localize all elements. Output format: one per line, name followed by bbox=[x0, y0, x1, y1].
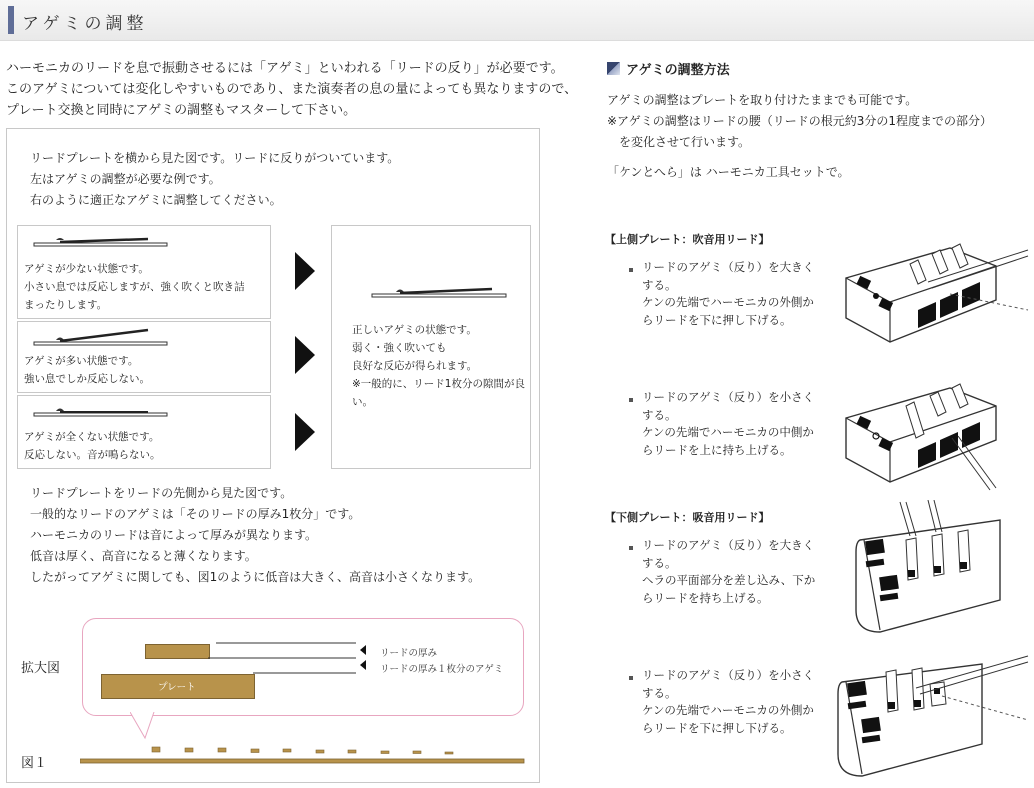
bullet bbox=[629, 676, 633, 680]
right-line: ※アゲミの調整はリードの腰（リードの根元約3分の1程度までの部分） bbox=[607, 114, 992, 128]
intro-line: このアゲミについては変化しやすいものであり、また演奏者の息の量によっても異なりますので、 bbox=[6, 82, 578, 97]
caption-line: 低音は厚く、高音になると薄くなります。 bbox=[30, 549, 257, 563]
intro-line: ハーモニカのリードを息で振動させるには「アゲミ」といわれる「リードの反り」が必要です。 bbox=[6, 61, 564, 76]
item-line: する。 bbox=[642, 555, 677, 570]
zoom-label: 拡大図 bbox=[21, 661, 61, 676]
right-intro bbox=[607, 90, 992, 153]
arrow-right-icon bbox=[295, 413, 315, 451]
caption-line: リードプレートを横から見た図です。リードに反りがついています。 bbox=[30, 151, 400, 165]
upper-item-2 bbox=[642, 389, 814, 459]
reed-side-illustration bbox=[18, 322, 270, 352]
item-line: する。 bbox=[642, 277, 677, 292]
item-line: する。 bbox=[642, 407, 677, 422]
lower-item-2 bbox=[642, 667, 814, 737]
bullet bbox=[629, 268, 633, 272]
thickness-label: リードの厚み bbox=[380, 648, 438, 659]
correct-line: ※一般的に、リード1枚分の隙間が良 bbox=[352, 378, 525, 390]
page-title: アゲミの調整 bbox=[22, 14, 148, 34]
caption-line: 一般的なリードのアゲミは「そのリードの厚み1枚分」です。 bbox=[30, 507, 361, 521]
item-line: らリードを下に押し下げる。 bbox=[642, 720, 792, 735]
bullet bbox=[629, 546, 633, 550]
bullet bbox=[629, 398, 633, 402]
front-view-caption bbox=[30, 483, 480, 588]
item-line: ケンの先端でハーモニカの中側か bbox=[642, 425, 814, 439]
gap-label: リードの厚み１枚分のアゲミ bbox=[380, 664, 504, 675]
harmonica-lower-lift-illustration bbox=[850, 500, 1030, 640]
item-line: リードのアゲミ（反り）を小さく bbox=[642, 668, 815, 682]
harmonica-lower-push-down-illustration bbox=[832, 648, 1032, 788]
caption-line: ハーモニカのリードは音によって厚みが異なります。 bbox=[30, 528, 318, 542]
intro-text bbox=[6, 58, 586, 121]
right-line: アゲミの調整はプレートを取り付けたままでも可能です。 bbox=[607, 93, 918, 107]
reed-plate-front-view bbox=[80, 740, 530, 770]
right-heading: アゲミの調整方法 bbox=[626, 63, 730, 78]
section-square-icon bbox=[607, 62, 620, 75]
harmonica-upper-push-down-illustration bbox=[840, 238, 1030, 348]
reed-side-illustration bbox=[18, 396, 270, 426]
tool-note: 「ケンとへら」は ハーモニカ工具セットで。 bbox=[607, 165, 850, 179]
caption-line: したがってアゲミに関しても、図1のように低音は大きく、高音は小さくなります。 bbox=[30, 570, 481, 584]
item-line: ケンの先端でハーモニカの外側か bbox=[642, 295, 814, 309]
correct-line: 弱く・強く吹いても bbox=[352, 342, 447, 354]
side-view-caption bbox=[30, 148, 399, 211]
caption-line: リードプレートをリードの先側から見た図です。 bbox=[30, 486, 293, 500]
lower-plate-title: 【下側プレート：吸音用リード】 bbox=[605, 511, 770, 524]
item-line: らリードを下に押し下げる。 bbox=[642, 312, 792, 327]
case-line: 反応しない。音が鳴らない。 bbox=[24, 449, 161, 461]
caption-line: 左はアゲミの調整が必要な例です。 bbox=[30, 172, 221, 186]
arrow-right-icon bbox=[295, 252, 315, 290]
item-line: ヘラの平面部分を差し込み、下か bbox=[642, 573, 816, 587]
dimension-lines bbox=[208, 640, 368, 680]
item-line: らリードを上に持ち上げる。 bbox=[642, 442, 792, 457]
case-line: 強い息でしか反応しない。 bbox=[24, 373, 150, 385]
case-line: アゲミが全くない状態です。 bbox=[24, 431, 160, 443]
case-line: 小さい息では反応しますが、強く吹くと吹き詰 bbox=[24, 281, 245, 293]
harmonica-upper-lift-up-illustration bbox=[840, 378, 1030, 493]
item-line: リードのアゲミ（反り）を大きく bbox=[642, 538, 815, 552]
plate-label: プレート bbox=[158, 682, 196, 693]
item-line: リードのアゲミ（反り）を小さく bbox=[642, 390, 815, 404]
case-box-high-agemi bbox=[17, 321, 271, 393]
right-line: を変化させて行います。 bbox=[607, 135, 751, 149]
caption-line: 右のように適正なアゲミに調整してください。 bbox=[30, 193, 282, 207]
callout-pointer bbox=[130, 712, 160, 742]
item-line: らリードを持ち上げる。 bbox=[642, 590, 769, 605]
upper-item-1 bbox=[642, 259, 814, 329]
item-line: する。 bbox=[642, 685, 677, 700]
correct-line: 良好な反応が得られます。 bbox=[352, 360, 478, 372]
case-line: まったりします。 bbox=[24, 299, 108, 311]
item-line: ケンの先端でハーモニカの外側か bbox=[642, 703, 814, 717]
reed-bar bbox=[145, 644, 210, 659]
case-box-low-agemi bbox=[17, 225, 271, 319]
lower-item-1 bbox=[642, 537, 815, 607]
arrow-right-icon bbox=[295, 336, 315, 374]
correct-line: い。 bbox=[352, 396, 373, 408]
upper-plate-title: 【上側プレート：吹音用リード】 bbox=[605, 233, 770, 246]
intro-line: プレート交換と同時にアゲミの調整もマスターして下さい。 bbox=[6, 103, 357, 118]
case-box-no-agemi bbox=[17, 395, 271, 469]
case-line: アゲミが少ない状態です。 bbox=[24, 263, 149, 275]
correct-agemi-box bbox=[331, 225, 531, 469]
figure-label: 図１ bbox=[21, 756, 48, 771]
header-accent-bar bbox=[8, 6, 14, 34]
case-line: アゲミが多い状態です。 bbox=[24, 355, 139, 367]
correct-line: 正しいアゲミの状態です。 bbox=[352, 324, 477, 336]
page-header bbox=[0, 0, 1034, 41]
item-line: リードのアゲミ（反り）を大きく bbox=[642, 260, 815, 274]
